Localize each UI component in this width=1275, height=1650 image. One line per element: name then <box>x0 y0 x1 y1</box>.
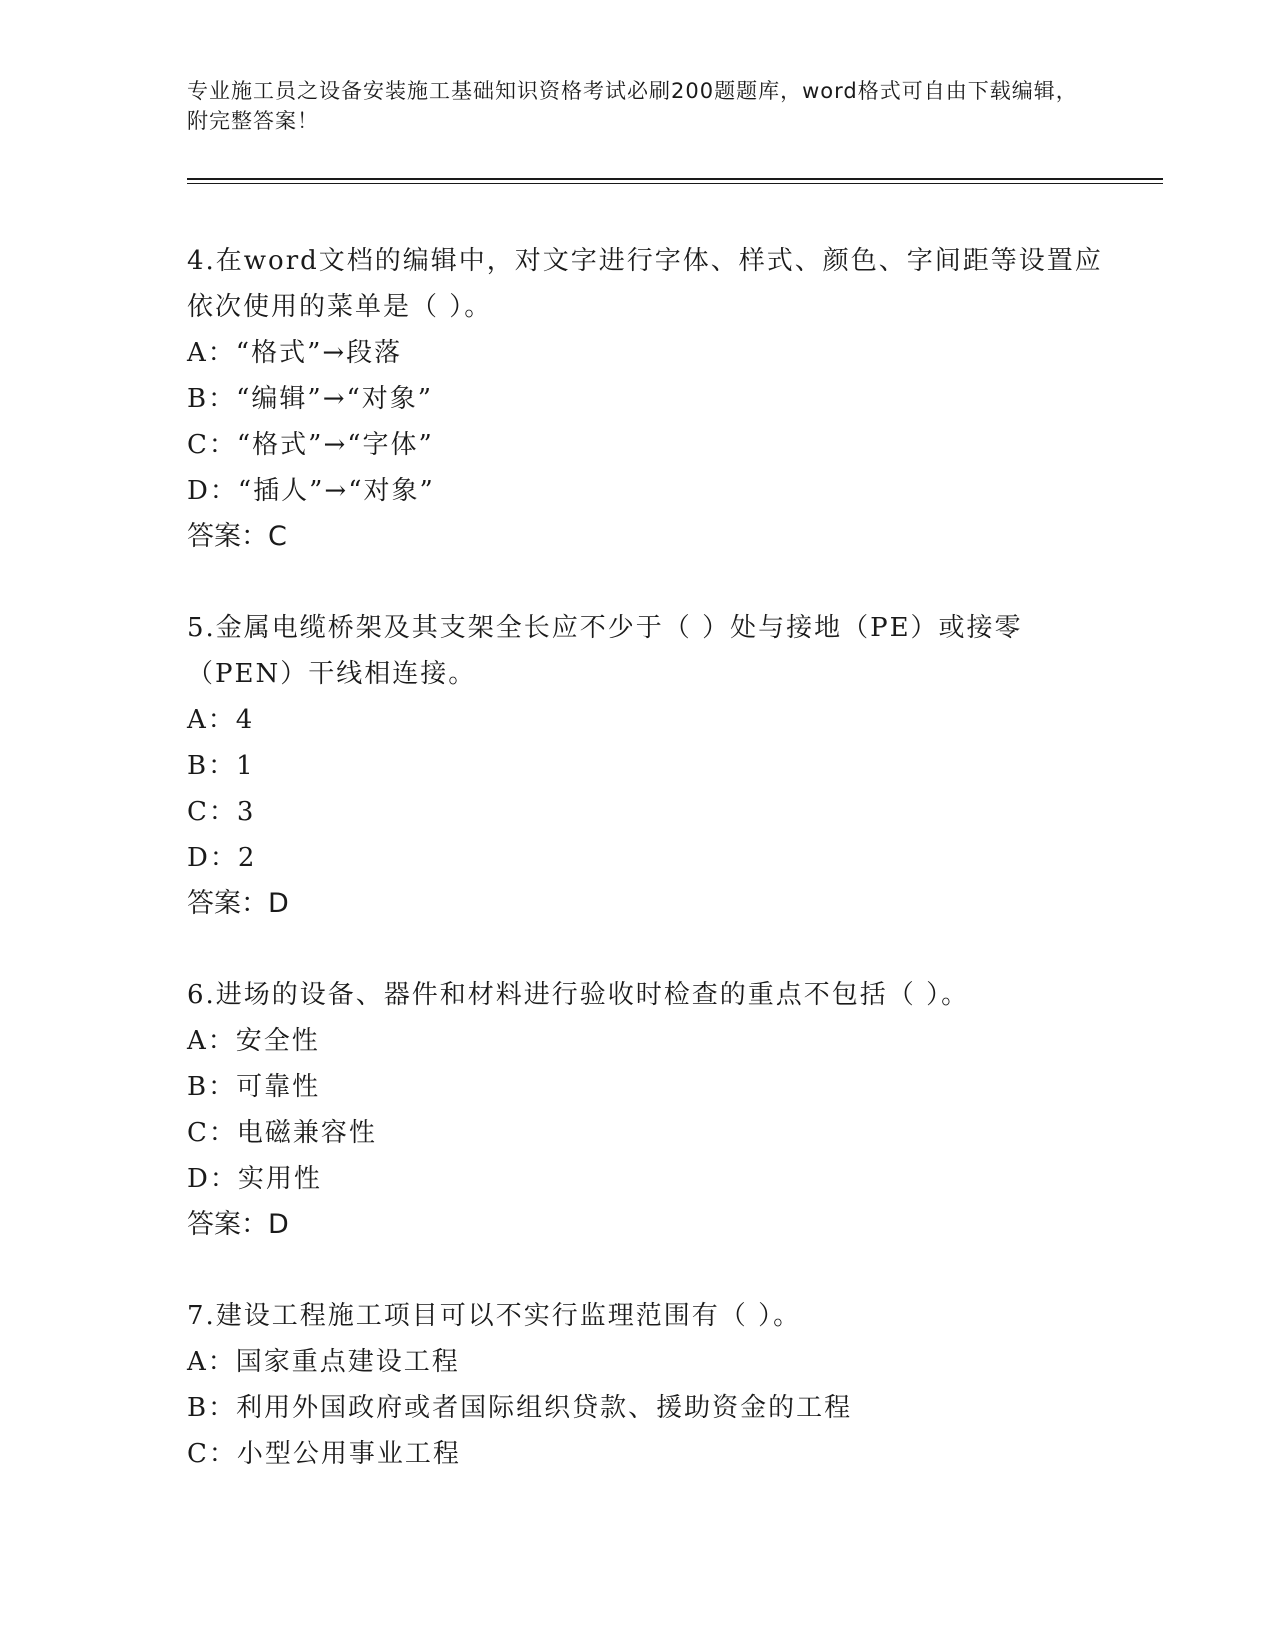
divider-thick-line <box>187 178 1163 180</box>
divider-thin-line <box>187 183 1163 184</box>
question-text: 5.金属电缆桥架及其支架全长应不少于（ ）处与接地（PE）或接零（PEN）干线相连接。 <box>187 613 1023 689</box>
option-c: C：“格式”→“字体” <box>187 430 434 460</box>
option-a: A：安全性 <box>187 1026 320 1056</box>
question-text: 7.建设工程施工项目可以不实行监理范围有（ ）。 <box>187 1301 802 1331</box>
option-d: D：“插人”→“对象” <box>187 476 435 506</box>
option-a: A：“格式”→段落 <box>187 338 403 368</box>
option-b: B：可靠性 <box>187 1072 321 1102</box>
question-item <box>187 238 1127 560</box>
page-header <box>187 76 1087 136</box>
option-d: D：2 <box>187 843 257 873</box>
header-divider <box>187 178 1163 184</box>
option-c: C：电磁兼容性 <box>187 1118 377 1148</box>
question-item <box>187 972 1127 1248</box>
answer-label: 答案：D <box>187 1209 289 1240</box>
document-title: 专业施工员之设备安装施工基础知识资格考试必刷200题题库，word格式可自由下载编辑，附完整答案！ <box>187 79 1078 133</box>
answer-label: 答案：D <box>187 888 289 919</box>
question-text: 4.在word文档的编辑中，对文字进行字体、样式、颜色、字间距等设置应依次使用的菜单是（ ）。 <box>187 246 1103 322</box>
option-b: B：1 <box>187 751 255 781</box>
option-a: A：4 <box>187 705 255 735</box>
option-a: A：国家重点建设工程 <box>187 1347 460 1377</box>
option-d: D：实用性 <box>187 1164 322 1194</box>
option-b: B：利用外国政府或者国际组织贷款、援助资金的工程 <box>187 1393 853 1423</box>
question-list <box>187 238 1127 1522</box>
option-c: C：小型公用事业工程 <box>187 1439 461 1469</box>
question-text: 6.进场的设备、器件和材料进行验收时检查的重点不包括（ ）。 <box>187 980 970 1010</box>
option-c: C：3 <box>187 797 256 827</box>
option-b: B：“编辑”→“对象” <box>187 384 434 414</box>
answer-label: 答案：C <box>187 521 287 552</box>
question-item <box>187 605 1127 927</box>
question-item <box>187 1293 1127 1477</box>
